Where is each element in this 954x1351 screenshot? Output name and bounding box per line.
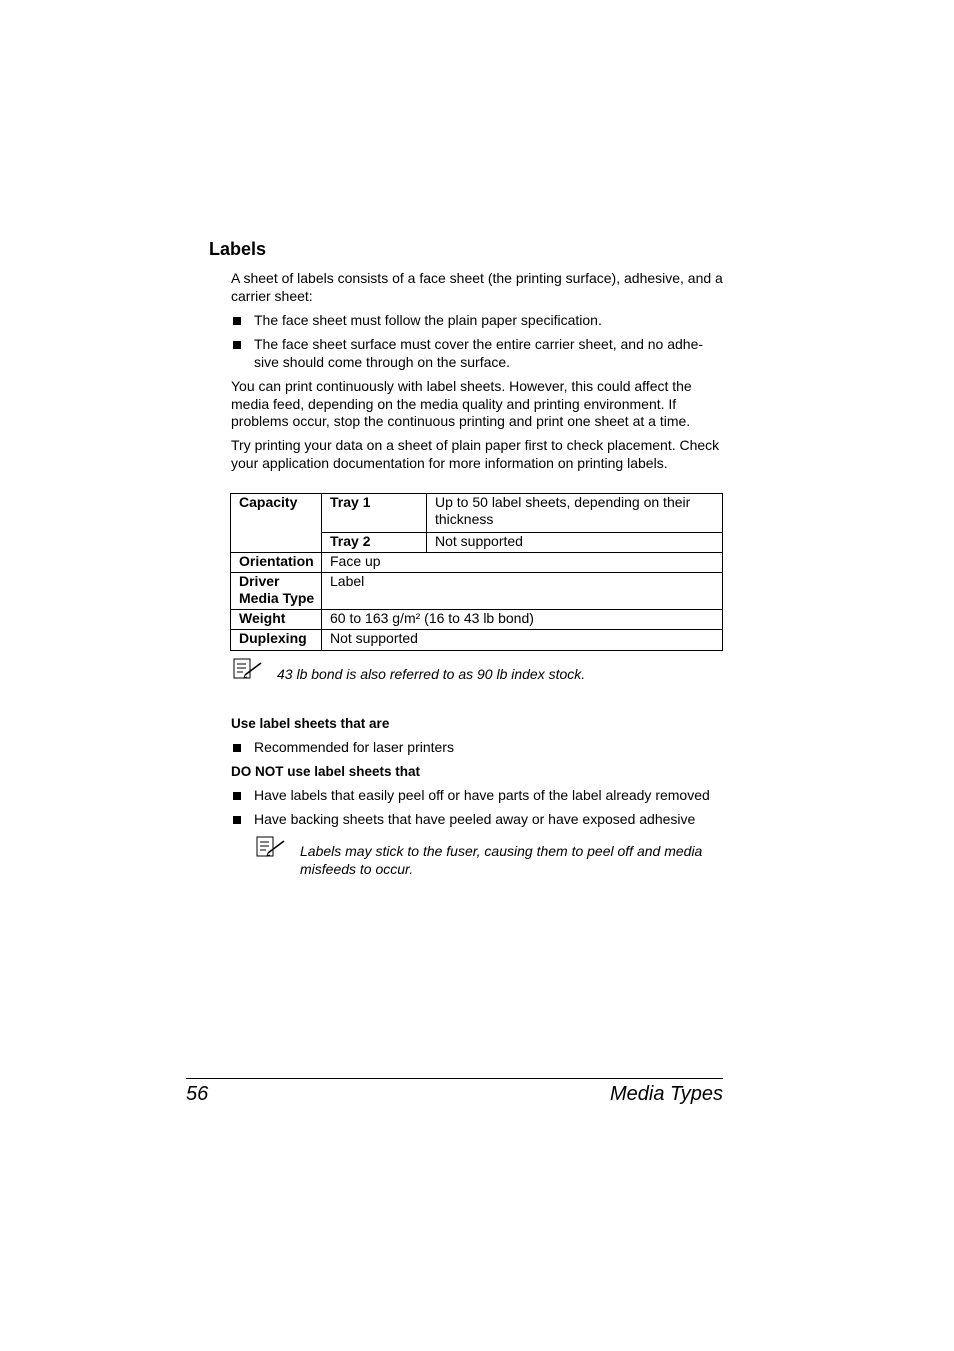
driver-label-line2: Media Type — [239, 590, 315, 606]
dont-use-heading: DO NOT use label sheets that — [231, 764, 421, 779]
bullet-square-icon — [233, 317, 241, 325]
table-row — [231, 573, 723, 610]
list-item-text: The face sheet must follow the plain paper specification. — [254, 312, 602, 328]
table-row — [231, 494, 723, 533]
label-spec-table — [230, 493, 723, 651]
list-item — [231, 739, 726, 757]
orientation-value: Face up — [322, 553, 723, 573]
chapter-title: Media Types — [609, 1083, 723, 1105]
footer-divider — [186, 1078, 723, 1079]
orientation-label: Orientation — [231, 553, 322, 573]
driver-media-type-label — [231, 573, 322, 610]
table-row — [231, 610, 723, 630]
bullet-square-icon — [233, 816, 241, 824]
list-item — [231, 811, 726, 829]
weight-label: Weight — [231, 610, 322, 630]
duplexing-label: Duplexing — [231, 630, 322, 651]
tray1-value: Up to 50 label sheets, depending on their thickness — [427, 494, 723, 533]
test-print-paragraph: Try printing your data on a sheet of plain paper first to check placement. Check your application documentation for more information on printing labels. — [231, 437, 720, 471]
list-item — [231, 787, 731, 805]
list-item — [231, 312, 726, 330]
bullet-square-icon — [233, 341, 241, 349]
bullet-square-icon — [233, 792, 241, 800]
driver-media-type-value: Label — [322, 573, 723, 610]
note-pencil-icon — [233, 658, 263, 680]
bullet-square-icon — [233, 744, 241, 752]
page-number: 56 — [186, 1083, 209, 1105]
list-item-text: Have labels that easily peel off or have parts of the label already removed — [254, 787, 710, 803]
intro-paragraph: A sheet of labels consists of a face sheet (the printing surface), adhesive, and a carrier sheet: — [231, 270, 723, 304]
duplexing-value: Not supported — [322, 630, 723, 651]
tray1-label: Tray 1 — [322, 494, 427, 533]
list-item-text: The face sheet surface must cover the entire carrier sheet, and no adhe-sive should come through on the surface. — [254, 336, 704, 370]
driver-label-line1: Driver — [239, 573, 280, 589]
weight-value: 60 to 163 g/m² (16 to 43 lb bond) — [322, 610, 723, 630]
continuous-print-paragraph: You can print continuously with label sheets. However, this could affect the media feed, depending on the media quality and printing environment. If problems occur, stop the continuous printing and print one sheet at a time. — [231, 378, 692, 430]
tray2-label: Tray 2 — [322, 533, 427, 553]
note-text: Labels may stick to the fuser, causing them to peel off and media misfeeds to occur. — [300, 843, 703, 877]
list-item — [231, 336, 726, 371]
list-item-text: Recommended for laser printers — [254, 739, 454, 755]
table-row — [231, 630, 723, 651]
capacity-label: Capacity — [231, 494, 322, 553]
table-row — [231, 553, 723, 573]
tray2-value: Not supported — [427, 533, 723, 553]
list-item-text: Have backing sheets that have peeled away or have exposed adhesive — [254, 811, 696, 827]
section-title: Labels — [209, 239, 267, 259]
note-text: 43 lb bond is also referred to as 90 lb index stock. — [277, 666, 586, 682]
use-heading: Use label sheets that are — [231, 716, 390, 731]
note-pencil-icon — [256, 836, 286, 858]
